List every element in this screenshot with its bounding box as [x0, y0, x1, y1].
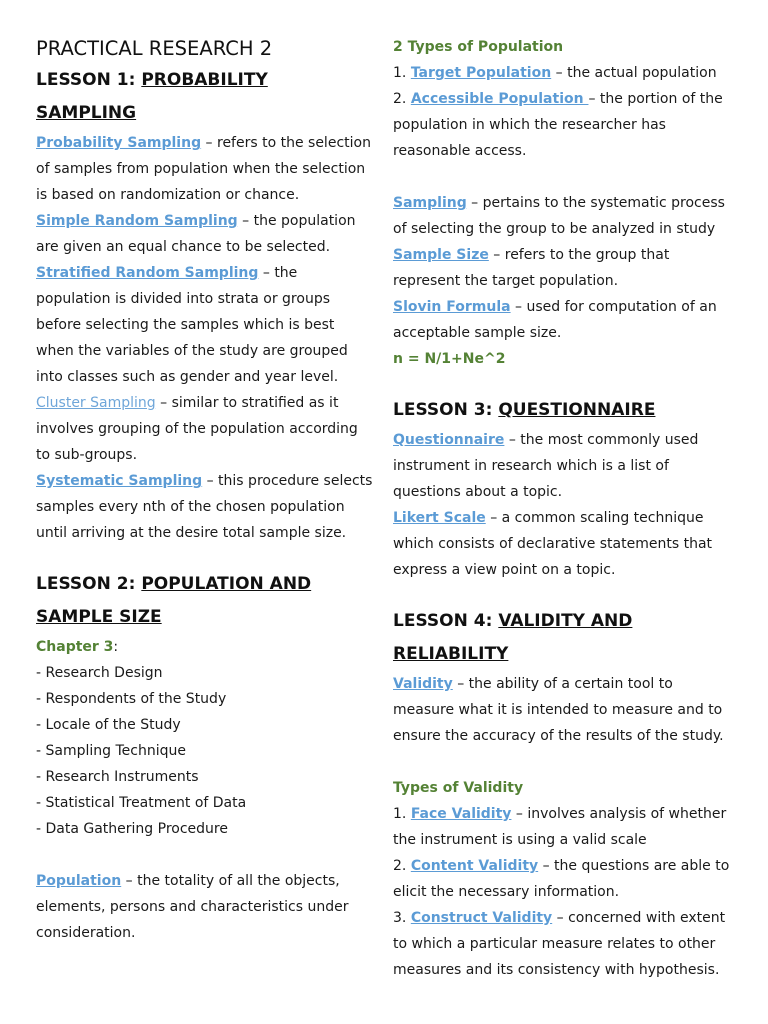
spacer [393, 372, 738, 394]
simple-random-sampling-definition [36, 208, 374, 260]
slovin-formula-equation: n = N/1+Ne^2 [393, 351, 506, 367]
cluster-sampling-link[interactable]: Cluster Sampling [36, 395, 156, 411]
types-of-population-heading: 2 Types of Population [393, 39, 564, 55]
validity-desc: – the ability of a certain tool to measure what it is intended to measure and to ensure the accuracy of the results of the study. [393, 676, 724, 744]
accessible-population-link[interactable]: Accessible Population [410, 91, 589, 107]
item-number: 1. [393, 65, 411, 81]
sampling-desc: – pertains to the systematic process of selecting the group to be analyzed in study [393, 195, 725, 237]
construct-validity-desc: – concerned with extent to which a particular measure relates to other measures and its consistency with hypothesis. [393, 910, 726, 978]
list-item: - Respondents of the Study [36, 691, 227, 707]
chapter-3-list [36, 660, 374, 842]
list-item: - Statistical Treatment of Data [36, 795, 247, 811]
probability-sampling-definition [36, 130, 374, 208]
spacer [36, 546, 374, 568]
lesson-3-title: QUESTIONNAIRE [498, 400, 656, 420]
item-number: 1. [393, 806, 411, 822]
item-number: 2. [393, 91, 411, 107]
content-validity-item [393, 853, 738, 905]
accessible-population-desc: – the portion of the population in which the researcher has reasonable access. [393, 91, 723, 159]
population-link[interactable]: Population [36, 873, 122, 889]
population-desc: – the totality of all the objects, elements, persons and characteristics under consideration. [36, 873, 349, 941]
construct-validity-item [393, 905, 738, 983]
simple-random-sampling-link[interactable]: Simple Random Sampling [36, 213, 238, 229]
left-column [36, 34, 374, 946]
cluster-sampling-desc: – similar to stratified as it involves grouping of the population according to sub-groups. [36, 395, 358, 463]
list-item: - Data Gathering Procedure [36, 821, 228, 837]
systematic-sampling-link[interactable]: Systematic Sampling [36, 473, 203, 489]
item-number: 2. [393, 858, 411, 874]
face-validity-item [393, 801, 738, 853]
lesson-1-heading [36, 64, 374, 97]
likert-scale-desc: – a common scaling technique which consists of declarative statements that express a view point on a topic. [393, 510, 713, 578]
stratified-random-sampling-link[interactable]: Stratified Random Sampling [36, 265, 259, 281]
lesson-4-prefix: LESSON 4: [393, 611, 499, 631]
chapter-3-colon: : [113, 639, 119, 655]
lesson-2-heading-cont [36, 601, 374, 634]
probability-sampling-desc: – refers to the selection of samples from population when the selection is based on randomization or chance. [36, 135, 371, 203]
lesson-1-heading-cont [36, 97, 374, 130]
lesson-4-heading-cont [393, 638, 738, 671]
lesson-3-prefix: LESSON 3: [393, 400, 499, 420]
systematic-sampling-desc: – this procedure selects samples every nth of the chosen population until arriving at the desire total sample size. [36, 473, 373, 541]
target-population-desc: – the actual population [551, 65, 717, 81]
lesson-4-heading [393, 605, 738, 638]
stratified-random-sampling-desc: – the population is divided into strata or groups before selecting the samples which is best when the variables of the study are grouped into classes such as gender and year level. [36, 265, 348, 385]
accessible-population-item [393, 86, 738, 164]
slovin-formula-definition [393, 294, 738, 346]
lesson-1-title-line1: PROBABILITY [141, 70, 268, 90]
lesson-2-heading [36, 568, 374, 601]
spacer [36, 842, 374, 868]
slovin-formula-desc: – used for computation of an acceptable sample size. [393, 299, 717, 341]
types-of-validity-heading: Types of Validity [393, 780, 524, 796]
lesson-1-prefix: LESSON 1: [36, 70, 142, 90]
face-validity-link[interactable]: Face Validity [410, 806, 512, 822]
slovin-formula-link[interactable]: Slovin Formula [393, 299, 511, 315]
lesson-3-heading [393, 394, 738, 427]
face-validity-desc: – involves analysis of whether the instrument is using a valid scale [393, 806, 727, 848]
construct-validity-link[interactable]: Construct Validity [410, 910, 553, 926]
content-validity-link[interactable]: Content Validity [410, 858, 539, 874]
list-item: - Research Design [36, 665, 163, 681]
sample-size-link[interactable]: Sample Size [393, 247, 489, 263]
stratified-random-sampling-definition [36, 260, 374, 390]
lesson-4-title-line2: RELIABILITY [393, 644, 509, 664]
lesson-2-title-line2: SAMPLE SIZE [36, 607, 162, 627]
content-validity-desc: – the questions are able to elicit the necessary information. [393, 858, 730, 900]
simple-random-sampling-desc: – the population are given an equal chance to be selected. [36, 213, 356, 255]
list-item: - Sampling Technique [36, 743, 186, 759]
target-population-link[interactable]: Target Population [410, 65, 552, 81]
lesson-2-title-line1: POPULATION AND [141, 574, 312, 594]
page-title: PRACTICAL RESEARCH 2 [36, 37, 273, 60]
lesson-4-title-line1: VALIDITY AND [498, 611, 633, 631]
likert-scale-link[interactable]: Likert Scale [393, 510, 486, 526]
sample-size-desc: – refers to the group that represent the target population. [393, 247, 670, 289]
questionnaire-definition [393, 427, 738, 505]
sampling-link[interactable]: Sampling [393, 195, 467, 211]
item-number: 3. [393, 910, 411, 926]
spacer [393, 583, 738, 605]
questionnaire-desc: – the most commonly used instrument in research which is a list of questions about a topic. [393, 432, 699, 500]
sample-size-definition [393, 242, 738, 294]
cluster-sampling-definition [36, 390, 374, 468]
chapter-3-heading [36, 634, 374, 660]
list-item: - Locale of the Study [36, 717, 181, 733]
list-item: - Research Instruments [36, 769, 199, 785]
probability-sampling-link[interactable]: Probability Sampling [36, 135, 202, 151]
target-population-item [393, 60, 738, 86]
lesson-1-title-line2: SAMPLING [36, 103, 137, 123]
validity-definition [393, 671, 738, 749]
systematic-sampling-definition [36, 468, 374, 546]
validity-link[interactable]: Validity [393, 676, 453, 692]
right-column [393, 34, 738, 983]
lesson-2-prefix: LESSON 2: [36, 574, 142, 594]
population-definition [36, 868, 374, 946]
spacer [393, 749, 738, 775]
chapter-3-label: Chapter 3 [36, 639, 114, 655]
sampling-definition [393, 190, 738, 242]
likert-scale-definition [393, 505, 738, 583]
spacer [393, 164, 738, 190]
questionnaire-link[interactable]: Questionnaire [393, 432, 505, 448]
